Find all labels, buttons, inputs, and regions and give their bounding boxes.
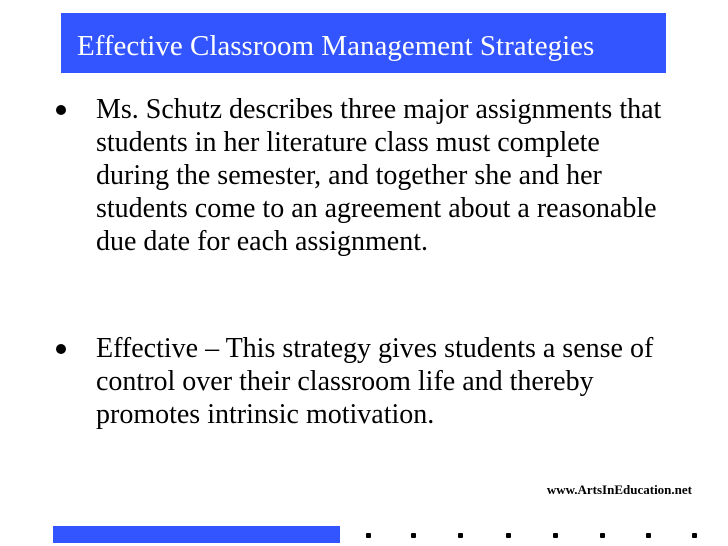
footer-dot-icon xyxy=(692,533,697,538)
footer-url: www.ArtsInEducation.net xyxy=(546,482,692,497)
bullet-text-1: Ms. Schutz describes three major assignments that students in her literature class must complete during the semester, and together she and her students come to an agreement about a reasonable due date for each assignment. xyxy=(96,94,662,257)
bullet-dot-icon xyxy=(56,105,66,115)
footer-dot-icon xyxy=(553,533,558,538)
footer-dot-icon xyxy=(411,533,416,538)
footer-dot-icon xyxy=(600,533,605,538)
footer-dot-icon xyxy=(506,533,511,538)
bullet-text-2: Effective – This strategy gives students a sense of control over their classroom life and thereby promotes intrinsic motivation. xyxy=(96,333,654,430)
slide-title: Effective Classroom Management Strategies xyxy=(77,30,595,62)
bullet-item-1 xyxy=(96,93,671,258)
footer-dot-icon xyxy=(366,533,371,538)
bullet-dot-icon xyxy=(56,344,66,354)
footer-dots xyxy=(0,533,728,541)
footer-dot-icon xyxy=(458,533,463,538)
title-bar xyxy=(61,13,666,73)
bullet-item-2 xyxy=(96,332,671,431)
footer-dot-icon xyxy=(646,533,651,538)
